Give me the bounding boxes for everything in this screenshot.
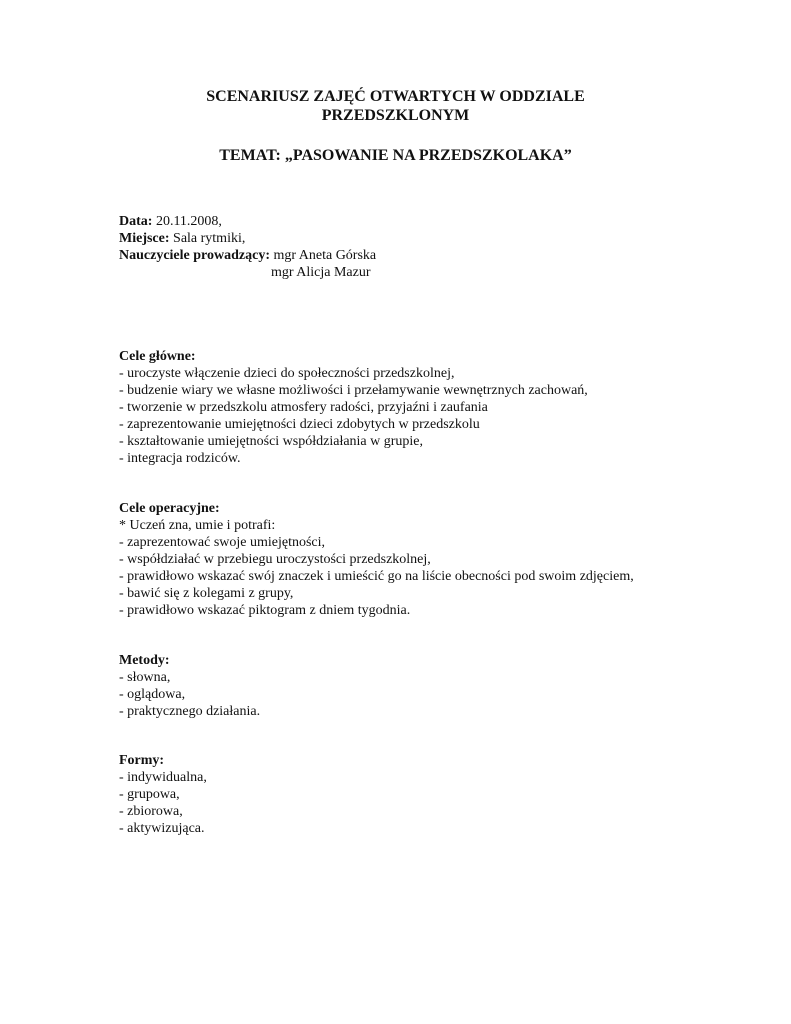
main-goals-section xyxy=(119,348,588,467)
list-item: - oglądowa, xyxy=(119,687,186,702)
teachers-label: Nauczyciele prowadzący: xyxy=(119,248,270,263)
list-item: - indywidualna, xyxy=(119,770,207,785)
methods-section xyxy=(119,652,260,720)
list-item: - budzenie wiary we własne możliwości i przełamywanie wewnętrznych zachowań, xyxy=(119,383,588,398)
date-value: 20.11.2008, xyxy=(152,214,222,229)
title-line-1: SCENARIUSZ ZAJĘĆ OTWARTYCH W ODDZIALE xyxy=(206,88,585,105)
date-label: Data: xyxy=(119,214,153,229)
operational-goals-heading: Cele operacyjne: xyxy=(119,501,220,516)
methods-heading: Metody: xyxy=(119,653,170,668)
date-line xyxy=(119,213,376,230)
operational-goals-section xyxy=(119,500,634,619)
forms-heading: Formy: xyxy=(119,753,165,768)
list-item: - słowna, xyxy=(119,670,171,685)
operational-goals-intro: * Uczeń zna, umie i potrafi: xyxy=(119,518,276,533)
list-item: - prawidłowo wskazać swój znaczek i umieścić go na liście obecności pod swoim zdjęciem, xyxy=(119,569,634,584)
topic-heading: TEMAT: „PASOWANIE NA PRZEDSZKOLAKA” xyxy=(219,147,572,164)
main-goals-heading: Cele główne: xyxy=(119,349,196,364)
info-section xyxy=(119,213,376,281)
list-item: - integracja rodziców. xyxy=(119,451,241,466)
list-item: - tworzenie w przedszkolu atmosfery radości, przyjaźni i zaufania xyxy=(119,400,488,415)
list-item: - kształtowanie umiejętności współdziałania w grupie, xyxy=(119,434,424,449)
teacher-1: mgr Aneta Górska xyxy=(269,248,377,263)
list-item: - aktywizująca. xyxy=(119,821,205,836)
list-item: - prawidłowo wskazać piktogram z dniem tygodnia. xyxy=(119,603,411,618)
teachers-line xyxy=(119,247,376,264)
place-label: Miejsce: xyxy=(119,231,170,246)
list-item: - uroczyste włączenie dzieci do społeczności przedszkolnej, xyxy=(119,366,455,381)
place-value: Sala rytmiki, xyxy=(169,231,246,246)
list-item: - zbiorowa, xyxy=(119,804,183,819)
list-item: - zaprezentowanie umiejętności dzieci zdobytych w przedszkolu xyxy=(119,417,480,432)
list-item: - współdziałać w przebiegu uroczystości przedszkolnej, xyxy=(119,552,431,567)
list-item: - zaprezentować swoje umiejętności, xyxy=(119,535,326,550)
forms-section xyxy=(119,752,207,837)
list-item: - bawić się z kolegami z grupy, xyxy=(119,586,294,601)
list-item: - praktycznego działania. xyxy=(119,704,261,719)
place-line xyxy=(119,230,376,247)
teacher-2: mgr Alicja Mazur xyxy=(271,265,371,280)
title-line-2: PRZEDSZKLONYM xyxy=(321,107,470,124)
list-item: - grupowa, xyxy=(119,787,180,802)
